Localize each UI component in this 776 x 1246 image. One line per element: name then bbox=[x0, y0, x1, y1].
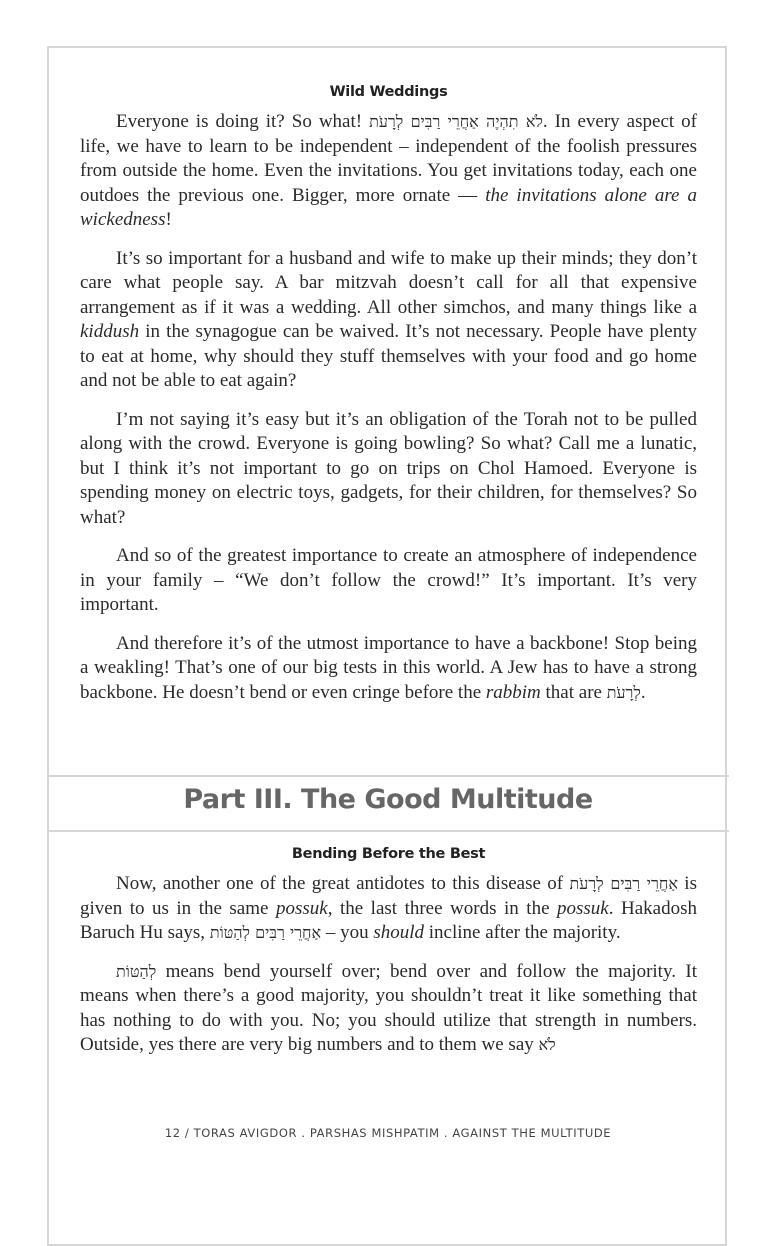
part-title: Part III. The Good Multitude bbox=[183, 784, 593, 815]
page-footer: 12 / TORAS AVIGDOR . PARSHAS MISHPATIM . AGAINST THE MULTITUDE bbox=[164, 1126, 612, 1140]
section-body bbox=[80, 872, 697, 1058]
section-heading: Wild Weddings bbox=[329, 84, 448, 100]
section-bending-before-the-best bbox=[80, 846, 697, 1072]
hebrew-text: לֹא bbox=[538, 1035, 556, 1054]
section-wild-weddings bbox=[80, 84, 697, 719]
italic-text: kiddush bbox=[80, 321, 140, 342]
paragraph bbox=[80, 872, 697, 946]
text-run: means bend yourself over; bend over and follow the majority. It means when there’s a good majority, you shouldn’t treat it like something that has nothing to do with you. No; you should utilize that strength in numbers. Outside, yes there are very big numbers and to them we say bbox=[80, 960, 697, 1055]
italic-text: possuk bbox=[557, 897, 609, 919]
paragraph bbox=[80, 408, 697, 531]
text-run: . In every aspect of life, we have to learn to be independent – independent of the foolish pressures from outside the home. Even the invitations. You get invitations today, each one outdoes the previous one. Bigger, more ornate — bbox=[80, 111, 697, 206]
italic-text: possuk bbox=[275, 897, 328, 919]
section-body bbox=[80, 110, 697, 705]
divider bbox=[47, 830, 729, 832]
paragraph bbox=[80, 544, 697, 618]
text-run: that are bbox=[540, 681, 607, 703]
paragraph bbox=[80, 247, 697, 394]
italic-text: rabbim bbox=[485, 681, 541, 703]
hebrew-text: אַחֲרֵי רַבִּים לְרָעֹת bbox=[569, 874, 678, 893]
paragraph bbox=[80, 110, 697, 233]
text-run: is given to us in the same bbox=[80, 873, 697, 919]
italic-text: the invitations alone are a wickedness bbox=[80, 184, 697, 230]
text-run: , the last three words in the bbox=[327, 897, 558, 919]
text-run: – you bbox=[321, 922, 374, 943]
section-heading: Bending Before the Best bbox=[291, 846, 486, 862]
text-run: incline after the majority. bbox=[424, 922, 621, 943]
text-run: Everyone is doing it? So what! bbox=[116, 111, 370, 132]
hebrew-text: לְרָעֹת bbox=[606, 682, 641, 702]
text-run: in the synagogue can be waived. It’s not necessary. People have plenty to eat at home, why should they stuff themselves with your food and go home and not be able to eat again? bbox=[80, 321, 697, 391]
italic-text: should bbox=[373, 922, 424, 943]
text-run: ! bbox=[165, 209, 172, 230]
paragraph bbox=[80, 960, 697, 1058]
divider bbox=[47, 775, 729, 777]
paragraph bbox=[80, 632, 697, 706]
hebrew-text: אַחֲרֵי רַבִּים לְהַטּוֹת bbox=[209, 923, 322, 942]
text-run: . bbox=[640, 681, 646, 703]
hebrew-text: לֹא תִהְיֶה אַחֲרֵי רַבִּים לְרָעֹת bbox=[369, 112, 543, 131]
text-run: I’m not saying it’s easy but it’s an obligation of the Torah not to be pulled along with the crowd. Everyone is going bowling? So what? Call me a lunatic, but I think it’s not important to go on trips on Chol Hamoed. Everyone is spending money on electric toys, gadgets, for their children, for themselves? So what? bbox=[80, 408, 697, 528]
text-run: And therefore it’s of the utmost importance to have a backbone! Stop being a weakling! That’s one of our big tests in this world. A Jew has to have a strong backbone. He doesn’t bend or even cringe before the bbox=[80, 632, 697, 703]
text-run: . Hakadosh Baruch Hu says, bbox=[80, 897, 697, 943]
text-run: Now, another one of the great antidotes to this disease of bbox=[116, 873, 570, 894]
hebrew-text: לְהַטּוֹת bbox=[116, 961, 157, 981]
text-run: It’s so important for a husband and wife to make up their minds; they don’t care what people say. A bar mitzvah doesn’t call for all that expensive arrangement as if it was a wedding. All other simchos, and many things like a bbox=[80, 247, 697, 318]
text-run: And so of the greatest importance to create an atmosphere of independence in your family – “We don’t follow the crowd!” It’s important. It’s very important. bbox=[80, 545, 697, 615]
